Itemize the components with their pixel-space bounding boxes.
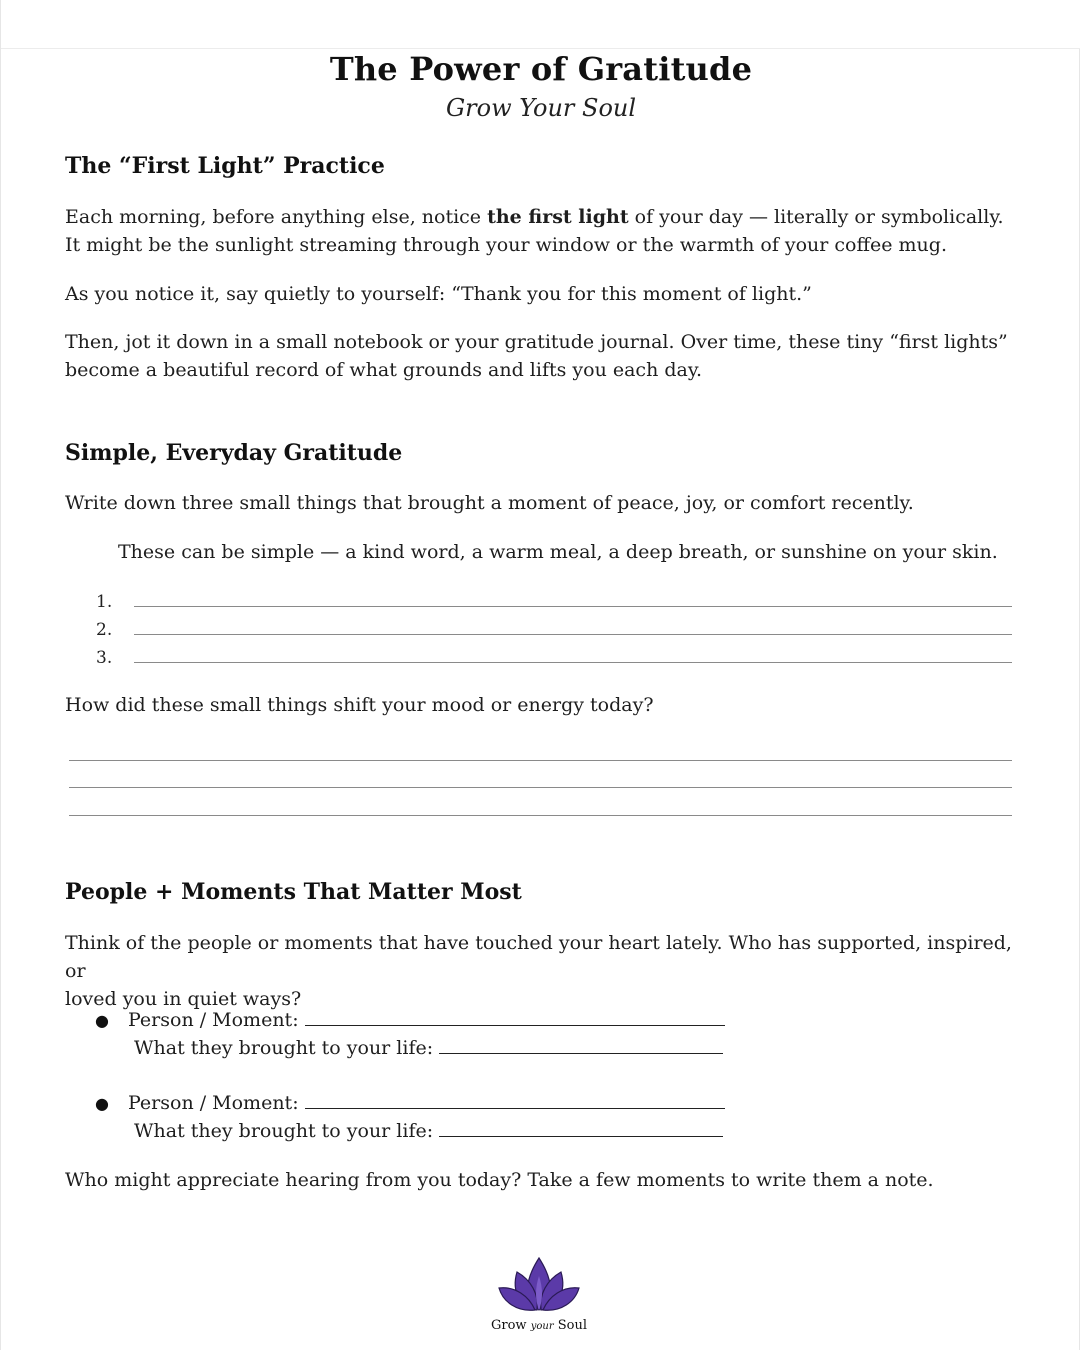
first-light-paragraph-1 xyxy=(65,203,1025,259)
people-intro-line2: loved you in quiet ways? xyxy=(65,988,302,1010)
top-band xyxy=(1,0,1080,49)
p1-line1-post: of your day — literally or symbolically. xyxy=(628,206,1004,228)
logo-text-soul: Soul xyxy=(557,1318,587,1333)
person-moment-blank-1[interactable] xyxy=(305,1007,725,1026)
people-intro-line1: Think of the people or moments that have touched your heart lately. Who has supported, inspired, or xyxy=(65,932,1012,982)
everyday-intro: Write down three small things that brought a moment of peace, joy, or comfort recently. xyxy=(65,492,914,514)
p3-line2: become a beautiful record of what grounds and lifts you each day. xyxy=(65,359,703,381)
list-number-3: 3. xyxy=(96,648,113,668)
reflection-line-2[interactable] xyxy=(69,787,1012,788)
p1-line1-pre: Each morning, before anything else, notice xyxy=(65,206,488,228)
person-moment-label-2: Person / Moment: xyxy=(128,1092,299,1114)
brought-label-2: What they brought to your life: xyxy=(134,1120,434,1142)
list-number-2: 2. xyxy=(96,620,113,640)
logo-text-grow: Grow xyxy=(491,1318,527,1333)
p1-line2: It might be the sunlight streaming through your window or the warmth of your coffee mug. xyxy=(65,234,947,256)
person-moment-field-2[interactable] xyxy=(128,1090,725,1114)
section-heading-people-moments: People + Moments That Matter Most xyxy=(65,879,522,905)
first-light-paragraph-3 xyxy=(65,328,1025,384)
brought-blank-1[interactable] xyxy=(439,1035,723,1054)
p3-line1: Then, jot it down in a small notebook or your gratitude journal. Over time, these tiny “first lights” xyxy=(65,331,1008,353)
page-subtitle: Grow Your Soul xyxy=(445,94,637,122)
first-light-paragraph-2: As you notice it, say quietly to yourself: “Thank you for this moment of light.” xyxy=(65,283,812,305)
mood-question: How did these small things shift your mood or energy today? xyxy=(65,694,654,716)
logo-wordmark xyxy=(1,1318,1077,1333)
reflection-line-1[interactable] xyxy=(69,760,1012,761)
answer-line-2[interactable] xyxy=(134,634,1012,635)
person-moment-field-1[interactable] xyxy=(128,1007,725,1031)
list-number-1: 1. xyxy=(96,592,113,612)
people-intro xyxy=(65,929,1025,1013)
person-moment-label-1: Person / Moment: xyxy=(128,1009,299,1031)
person-moment-blank-2[interactable] xyxy=(305,1090,725,1109)
brought-label-1: What they brought to your life: xyxy=(134,1037,434,1059)
logo-text-your: your xyxy=(530,1321,554,1332)
brought-field-1[interactable] xyxy=(134,1035,723,1059)
answer-line-1[interactable] xyxy=(134,606,1012,607)
brought-field-2[interactable] xyxy=(134,1118,723,1142)
section-heading-first-light: The “First Light” Practice xyxy=(65,153,385,179)
brought-blank-2[interactable] xyxy=(439,1118,723,1137)
p1-line1-bold: the first light xyxy=(487,206,629,228)
everyday-example: These can be simple — a kind word, a warm meal, a deep breath, or sunshine on your skin. xyxy=(118,541,998,563)
page-title: The Power of Gratitude xyxy=(329,50,753,88)
reflection-line-3[interactable] xyxy=(69,815,1012,816)
section-heading-everyday-gratitude: Simple, Everyday Gratitude xyxy=(65,440,403,466)
bullet-2: ● xyxy=(95,1094,109,1113)
answer-line-3[interactable] xyxy=(134,662,1012,663)
closing-question: Who might appreciate hearing from you today? Take a few moments to write them a note. xyxy=(65,1169,934,1191)
bullet-1: ● xyxy=(95,1011,109,1030)
lotus-icon xyxy=(497,1252,581,1316)
